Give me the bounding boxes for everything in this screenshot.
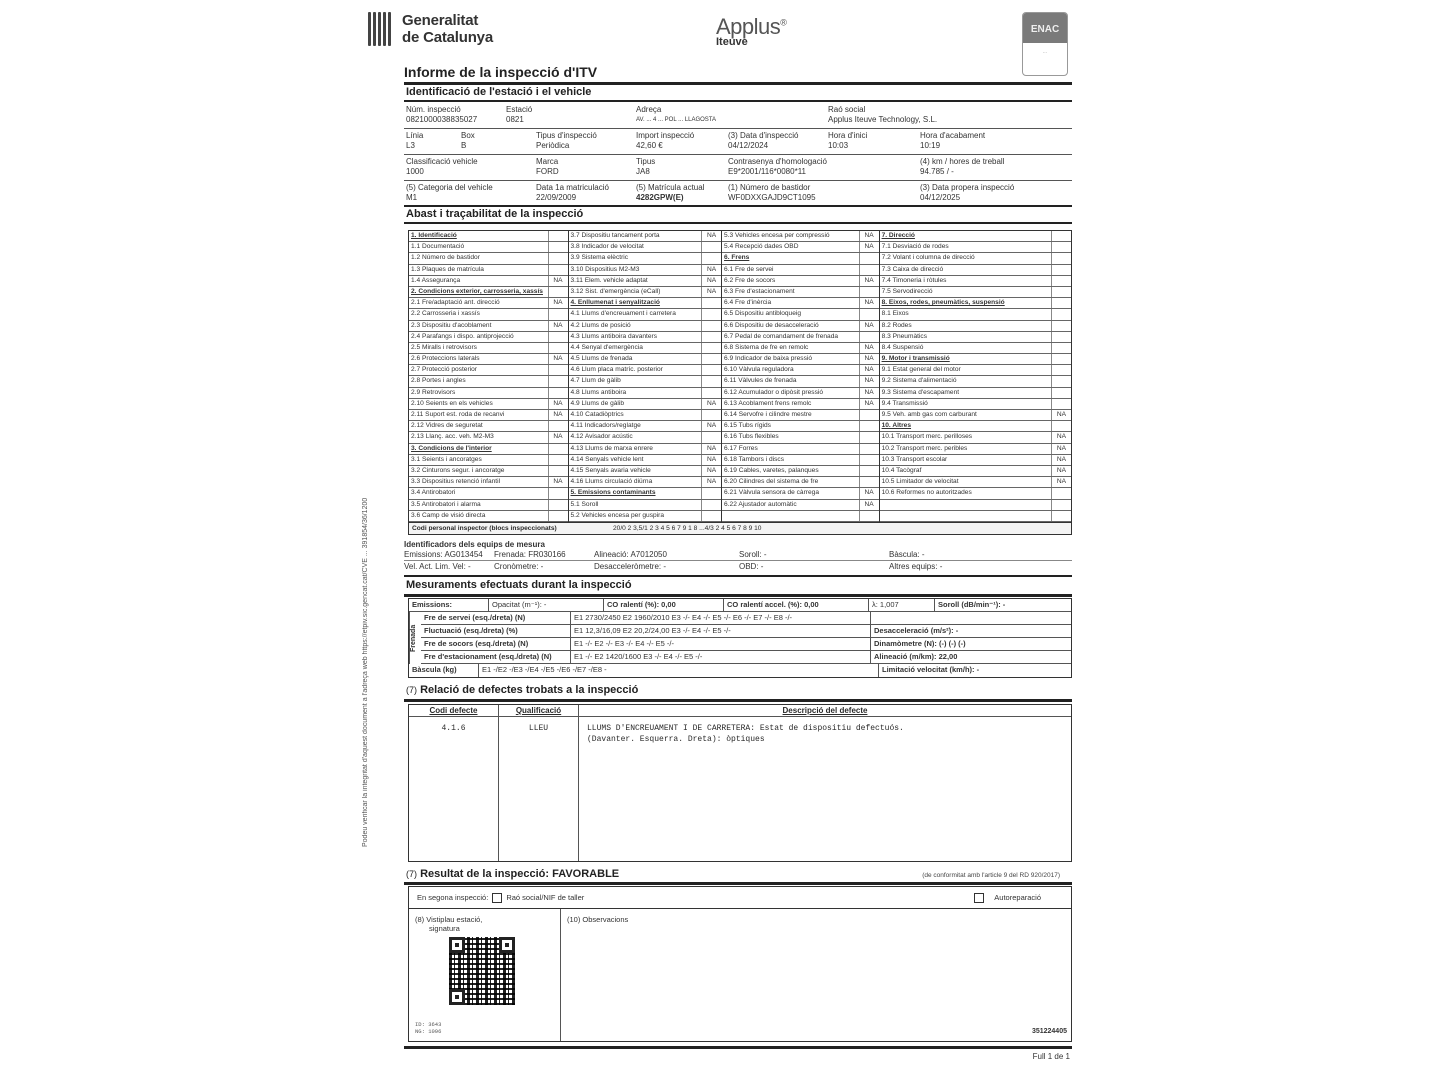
scope-item: 6.3 Fre d'estacionament bbox=[722, 287, 879, 298]
divider bbox=[404, 699, 1072, 702]
scope-item: 4.14 Senyals vehicle lent NA bbox=[569, 455, 722, 466]
brand-name: Applus bbox=[716, 14, 781, 39]
scope-item: 2.12 Vidres de seguretat bbox=[409, 421, 568, 432]
scope-item: 4.13 Llums de marxa enrere NA bbox=[569, 444, 722, 455]
scope-item: 8.1 Eixos bbox=[880, 309, 1071, 320]
scope-item: 9.4 Transmissió bbox=[880, 399, 1071, 410]
scope-item: 9.5 Veh. amb gas com carburant NA bbox=[880, 410, 1071, 421]
scope-item: 10.2 Transport merc. peribles NA bbox=[880, 444, 1071, 455]
scope-column bbox=[880, 231, 1071, 522]
scope-item: 2.9 Retrovisors bbox=[409, 388, 568, 399]
scope-item: 6.19 Cables, varetes, palanques bbox=[722, 466, 879, 477]
scope-item: 3.8 Indicador de velocitat bbox=[569, 242, 722, 253]
applus-logo: Applus® Iteuve bbox=[716, 14, 787, 48]
scope-item: 6.17 Forres bbox=[722, 444, 879, 455]
scope-item: 5. Emissions contaminants bbox=[569, 488, 722, 499]
scope-item: 4.2 Llums de posició bbox=[569, 321, 722, 332]
scope-item: 4.7 Llum de gàlib bbox=[569, 376, 722, 387]
defect-description: LLUMS D'ENCREUAMENT I DE CARRETERA: Estat de dispositiu defectuós. (Davanter. Esquerra. Dreta): òptiques bbox=[587, 724, 904, 744]
scope-item: 3.7 Dispositiu tancament porta NA bbox=[569, 231, 722, 242]
enac-accreditation-badge: ENAC ... bbox=[1022, 12, 1068, 76]
divider bbox=[404, 594, 1072, 597]
brake-measure-row: Fre de socors (esq./dreta) (N) E1 -/- E2 -/- E3 -/- E4 -/- E5 -/- Dinamòmetre (N): (-) (-) (-) bbox=[421, 638, 1071, 651]
scope-item: 10.5 Limitador de velocitat NA bbox=[880, 477, 1071, 488]
scope-item: 4. Enllumenat i senyalització bbox=[569, 298, 722, 309]
scope-item: 4.15 Senyals avaria vehicle NA bbox=[569, 466, 722, 477]
scope-item: 1.4 Assegurança NA bbox=[409, 276, 568, 287]
scope-item: 4.4 Senyal d'emergència bbox=[569, 343, 722, 354]
scope-item: 2.5 Miralls i retrovisors bbox=[409, 343, 568, 354]
scope-item: 4.3 Llums antiboira davanters bbox=[569, 332, 722, 343]
scope-item: 9.2 Sistema d'alimentació bbox=[880, 376, 1071, 387]
scope-item: 6.6 Dispositiu de desacceleració NA bbox=[722, 321, 879, 332]
document-page bbox=[362, 0, 1080, 1080]
scope-item: 6.22 Ajustador automàtic NA bbox=[722, 500, 879, 511]
scope-title: Abast i traçabilitat de la inspecció bbox=[406, 208, 584, 220]
scope-item: 3.5 Antirobatori i alarma bbox=[409, 500, 568, 511]
scope-item: 3.1 Seients i ancoratges bbox=[409, 455, 568, 466]
inspection-scope-table bbox=[408, 230, 1072, 535]
scope-item: 6.12 Acumulador o dipòsit pressió NA bbox=[722, 388, 879, 399]
scope-item: 6.2 Fre de socors NA bbox=[722, 276, 879, 287]
scope-item: 1.3 Plaques de matrícula bbox=[409, 265, 568, 276]
scope-item: 6.10 Vàlvula reguladora NA bbox=[722, 365, 879, 376]
scope-item: 3.3 Dispositius retenció infantil NA bbox=[409, 477, 568, 488]
scope-item: 9.3 Sistema d'escapament bbox=[880, 388, 1071, 399]
scope-item: 5.3 Vehicles encesa per compressió NA bbox=[722, 231, 879, 242]
scope-item: 10. Altres bbox=[880, 421, 1071, 432]
scope-item: 3.4 Antirobatori bbox=[409, 488, 568, 499]
scope-item: 8.3 Pneumàtics bbox=[880, 332, 1071, 343]
scope-item: 6.4 Fre d'inèrcia NA bbox=[722, 298, 879, 309]
scope-item: 4.1 Llums d'encreuament i carretera bbox=[569, 309, 722, 320]
page-title: Informe de la inspecció d'ITV bbox=[404, 64, 598, 80]
observations: (10) Observacions 351224405 bbox=[567, 915, 1067, 1035]
scope-item: 2.4 Parafangs i dispo. antiprojecció bbox=[409, 332, 568, 343]
equipment-identifiers: Identificadors dels equips de mesura Emissions: AG013454 Frenada: FR030166 Alineació: A7012050 Soroll: - Bàscula: - Vel. Act. Lim. Vel: - Cronòmetre: - Desacceleròmetre: - OBD: - Altres equips: - bbox=[404, 540, 1072, 572]
station-stamp: (8) Vistiplau estació, signatura ID: 3643 NG: 1096 bbox=[409, 909, 561, 1041]
page-number: Full 1 de 1 bbox=[1032, 1052, 1070, 1061]
scope-item: 8. Eixos, rodes, pneumàtics, suspensió bbox=[880, 298, 1071, 309]
scope-item: 3.6 Camp de visió directa bbox=[409, 511, 568, 522]
scope-item: 3.12 Sist. d'emergència (eCall) NA bbox=[569, 287, 722, 298]
result-legal-note: (de conformitat amb l'article 9 del RD 920/2017) bbox=[922, 872, 1060, 879]
workshop-checkbox[interactable] bbox=[492, 893, 502, 903]
scope-item: 6.16 Tubs flexibles bbox=[722, 432, 879, 443]
scope-item: 7.1 Desviació de rodes bbox=[880, 242, 1071, 253]
scope-item: 7. Direcció bbox=[880, 231, 1071, 242]
defects-table: Codi defecte Qualificació Descripció del defecte 4.1.6 LLEU LLUMS D'ENCREUAMENT I DE CARRETERA: Estat de dispositiu defectuós. (Davanter. Esquerra. Dreta): òptiques bbox=[408, 704, 1072, 862]
scope-item: 4.10 Catadiòptrics bbox=[569, 410, 722, 421]
scope-item: 5.1 Soroll bbox=[569, 500, 722, 511]
divider bbox=[404, 575, 1072, 577]
scope-item: 9. Motor i transmissió bbox=[880, 354, 1071, 365]
scope-item: 10.6 Reformes no autoritzades bbox=[880, 488, 1071, 499]
scope-item: 2.11 Suport est. roda de recanvi NA bbox=[409, 410, 568, 421]
scope-item: 1. Identificació bbox=[409, 231, 568, 242]
scope-item: 6.20 Cilindres del sistema de fre bbox=[722, 477, 879, 488]
scope-item: 3.2 Cinturons segur. i ancoratge bbox=[409, 466, 568, 477]
scope-item: 2.13 Llanç. acc. veh. M2-M3 NA bbox=[409, 432, 568, 443]
document-header bbox=[368, 8, 1080, 68]
brand-sub: Iteuve bbox=[716, 36, 748, 48]
scope-item: 2.10 Seients en els vehicles NA bbox=[409, 399, 568, 410]
defect-row bbox=[409, 717, 1071, 861]
issuer-line1: Generalitat bbox=[402, 12, 479, 29]
brake-measure-row: Fre de servei (esq./dreta) (N) E1 2730/2450 E2 1960/2010 E3 -/- E4 -/- E5 -/- E6 -/- E7 -/- E8 -/- bbox=[421, 612, 1071, 625]
scope-item: 4.6 Llum placa matríc. posterior bbox=[569, 365, 722, 376]
scope-item: 6.15 Tubs rígids bbox=[722, 421, 879, 432]
scope-item: 6.1 Fre de servei bbox=[722, 265, 879, 276]
scope-item: 2. Condicions exterior, carrosseria, xassís bbox=[409, 287, 568, 298]
scope-item: 7.2 Volant i columna de direcció bbox=[880, 253, 1071, 264]
divider bbox=[404, 1046, 1072, 1049]
scope-item: 5.2 Vehicles encesa per guspira bbox=[569, 511, 722, 522]
measurements-title: Mesuraments efectuats durant la inspecció bbox=[406, 579, 632, 591]
scope-item bbox=[880, 511, 1071, 522]
scope-item: 7.5 Servodirecció bbox=[880, 287, 1071, 298]
brakes-block: Frenada Fre de servei (esq./dreta) (N) E1 2730/2450 E2 1960/2010 E3 -/- E4 -/- E5 -/- E6 -/- E7 -/- E8 -/- Fluctuació (esq./dreta) (%) E1 12,3/16,09 E2 20,2/24,00 E3 -/- E4 -/- E5 -/- Desacceleració (m/s²): - Fre de socors (esq./dreta) (N) E1 -/- E2 -/- E3 -/- E4 -/- E5 -/- Dinamòmetre (N): (-) (-) (-) Fre d'estacionament (esq./dreta) (N) E1 -/- E2 1420/1600 E3 -/- E4 -/- E5 -/- Alineació (m/km): 22,00 bbox=[409, 612, 1071, 664]
scope-item: 10.3 Transport escolar NA bbox=[880, 455, 1071, 466]
result-box: En segona inspecció: Raó social/NIF de taller Autoreparació (8) Vistiplau estació, signatura ID: 3643 NG: 1096 (10) Observacions 351224405 bbox=[408, 886, 1072, 1042]
scope-item: 7.4 Timoneria i ròtules bbox=[880, 276, 1071, 287]
measurements-table: Emissions: Opacitat (m⁻¹): - CO ralentí (%): 0,00 CO ralentí accel. (%): 0,00 λ: 1,007 Soroll (dB/min⁻¹): - Frenada Fre de servei (esq./dreta) (N) E1 2730/2450 E2 1960/2010 E3 -/- E4 -/- E5 -/- E6 -/- E7 -/- E8 -/- Fluctuació (esq./dreta) (%) E1 12,3/16,09 E2 20,2/24,00 E3 -/- E4 -/- E5 -/- Desacceleració (m/s²): - Fre de socors (esq./dreta) (N) E1 -/- E2 -/- E3 -/- E4 -/- E5 -/- Dinamòmetre (N): (-) (-) (-) Fre d'estacionament (esq./dreta) (N) E1 -/- E2 1420/1600 E3 -/- E4 -/- E5 -/- Alineació (m/km): 22,00 Bàscula (kg) E1 -/E2 -/E3 -/E4 -/E5 -/E6 -/E7 -/E8 - Limitació velocitat (km/h): - bbox=[408, 598, 1072, 678]
scope-item: 6.14 Servofre i cilindre mestre bbox=[722, 410, 879, 421]
scope-item: 6.8 Sistema de fre en remolc NA bbox=[722, 343, 879, 354]
scope-item: 3.10 Dispositius M2-M3 NA bbox=[569, 265, 722, 276]
scope-item: 2.6 Proteccions laterals NA bbox=[409, 354, 568, 365]
scope-item: 6.5 Dispositiu antibloqueig bbox=[722, 309, 879, 320]
scope-item: 2.2 Carrosseria i xassís bbox=[409, 309, 568, 320]
scope-column bbox=[409, 231, 569, 522]
id-row: Línia L3 Box B Tipus d'inspecció Periòdica Import inspecció 42,60 € (3) Data d'inspecció 04/12/2024 Hora d'inici 10:03 Hora d'acabament 10:19 bbox=[404, 129, 1072, 155]
defect-code: 4.1.6 bbox=[409, 717, 499, 861]
scope-item: 1.2 Número de bastidor bbox=[409, 253, 568, 264]
scope-item: 4.9 Llums de gàlib NA bbox=[569, 399, 722, 410]
scope-item bbox=[880, 500, 1071, 511]
scope-item: 1.1 Documentació bbox=[409, 242, 568, 253]
id-row: (5) Categoria del vehicle M1 Data 1a matriculació 22/09/2009 (5) Matrícula actual 4282GPW(E) (1) Número de bastidor WF0DXXGAJD9CT1095 (3) Data propera inspecció 04/12/2025 bbox=[404, 181, 1072, 207]
scope-item: 4.5 Llums de frenada bbox=[569, 354, 722, 365]
verification-side-note: Podeu verificar la integritat d'aquest document a l'adreça web https://etpiv.sic.gencat.cat/CVE ... 391854/36/1200 bbox=[362, 497, 369, 847]
divider bbox=[404, 82, 1072, 85]
scope-item: 10.4 Tacògraf NA bbox=[880, 466, 1071, 477]
issuer-line2: de Catalunya bbox=[402, 29, 493, 46]
scope-item: 8.4 Suspensió bbox=[880, 343, 1071, 354]
scope-item: 3.11 Elem. vehicle adaptat NA bbox=[569, 276, 722, 287]
scope-item: 4.8 Llums antiboira bbox=[569, 388, 722, 399]
scope-item: 6.7 Pedal de comandament de frenada bbox=[722, 332, 879, 343]
scope-item: 6.11 Vàlvules de frenada NA bbox=[722, 376, 879, 387]
scope-item: 6.18 Tambors i discs bbox=[722, 455, 879, 466]
defect-rating: LLEU bbox=[499, 717, 579, 861]
divider bbox=[404, 882, 1072, 885]
scope-item: 7.3 Caixa de direcció bbox=[880, 265, 1071, 276]
scope-item: 6. Frens bbox=[722, 253, 879, 264]
id-row: Núm. inspecció 0821000038835027 Estació 0821 Adreça AV. ... 4 ... POL ... LLAGOSTA Raó social Applus Iteuve Technology, S.L. bbox=[404, 103, 1072, 129]
scope-item: 6.13 Acoblament frens remolc NA bbox=[722, 399, 879, 410]
scope-column bbox=[569, 231, 723, 522]
qr-code-icon bbox=[449, 937, 515, 1005]
scope-column bbox=[722, 231, 880, 522]
scope-item: 3. Condicions de l'interior bbox=[409, 444, 568, 455]
divider bbox=[404, 222, 1072, 224]
scope-item: 8.2 Rodes bbox=[880, 321, 1071, 332]
scope-item: 4.12 Avisador acústic bbox=[569, 432, 722, 443]
generalitat-logo bbox=[368, 12, 493, 46]
identification-grid bbox=[404, 103, 1072, 207]
defects-title: (7) Relació de defectes trobats a la inspecció bbox=[406, 684, 639, 696]
scope-item: 9.1 Estat general del motor bbox=[880, 365, 1071, 376]
identification-title: Identificació de l'estació i el vehicle bbox=[406, 86, 592, 98]
self-repair-checkbox[interactable] bbox=[974, 893, 984, 903]
brake-measure-row: Fre d'estacionament (esq./dreta) (N) E1 -/- E2 1420/1600 E3 -/- E4 -/- E5 -/- Alineació (m/km): 22,00 bbox=[421, 651, 1071, 664]
scope-item: 2.3 Dispositiu d'acoblament NA bbox=[409, 321, 568, 332]
scope-item: 4.11 Indicadors/reglatge NA bbox=[569, 421, 722, 432]
id-row: Classificació vehicle 1000 Marca FORD Tipus JA8 Contrasenya d'homologació E9*2001/116*0080*11 (4) km / hores de treball 94.785 / - bbox=[404, 155, 1072, 181]
document-number: 351224405 bbox=[1031, 1028, 1067, 1035]
scope-item: 3.9 Sistema elèctric bbox=[569, 253, 722, 264]
scope-item: 4.16 Llums circulació diürna NA bbox=[569, 477, 722, 488]
scope-item: 2.1 Fre/adaptació ant. direcció NA bbox=[409, 298, 568, 309]
divider bbox=[404, 100, 1072, 102]
result-title: (7) Resultat de la inspecció: FAVORABLE bbox=[406, 868, 620, 880]
scope-item: 10.1 Transport merc. perilloses NA bbox=[880, 432, 1071, 443]
enac-label: ENAC bbox=[1023, 13, 1067, 43]
catalan-flag-icon bbox=[368, 12, 396, 46]
scope-item bbox=[722, 511, 879, 522]
scope-item: 6.9 Indicador de baixa pressió NA bbox=[722, 354, 879, 365]
scope-item: 6.21 Vàlvula sensora de càrrega NA bbox=[722, 488, 879, 499]
scope-item: 2.8 Portes i angles bbox=[409, 376, 568, 387]
scope-item: 5.4 Recepció dades OBD NA bbox=[722, 242, 879, 253]
inspector-code-row: Codi personal inspector (blocs inspeccionats) 20/0 2 3,5/1 2 3 4 5 6 7 9 1 8 ...4/3 2 4 5 6 7 8 9 10 bbox=[409, 522, 1071, 534]
brake-measure-row: Fluctuació (esq./dreta) (%) E1 12,3/16,09 E2 20,2/24,00 E3 -/- E4 -/- E5 -/- Desacceleració (m/s²): - bbox=[421, 625, 1071, 638]
result-value: FAVORABLE bbox=[552, 868, 620, 880]
scope-item: 2.7 Protecció posterior bbox=[409, 365, 568, 376]
